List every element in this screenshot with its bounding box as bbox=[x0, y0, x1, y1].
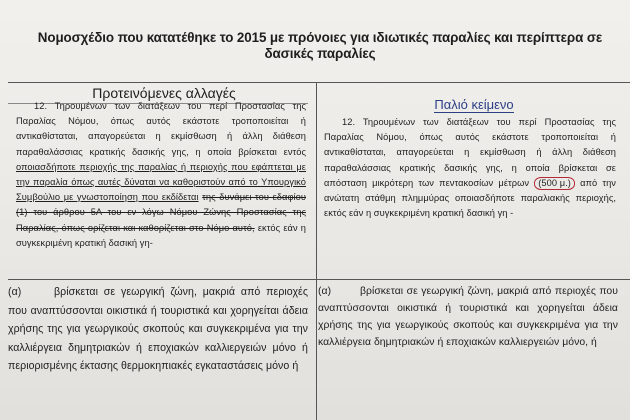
clause-label: (α) bbox=[318, 286, 332, 297]
proposed-article-12 bbox=[16, 99, 306, 251]
proposed-clause-a bbox=[8, 283, 308, 376]
clause-text: βρίσκεται σε γεωργική ζώνη, μακριά από περιοχές που αναπτύσσονται οικιστικά ή τουριστικά και χορηγείται άδεια χρήσης της για γεωργικούς σκοπούς και συγκεκριμένα για την καλλιέργεια δημητριακών ή εποχιακών καλλιεργειών μόνο ή περιορισμένης έκτασης θερμοκηπιακές εγκαταστάσεις μόνο ή bbox=[8, 286, 308, 372]
article-number: 12. bbox=[34, 101, 48, 111]
old-article-12 bbox=[324, 115, 616, 221]
column-divider bbox=[316, 83, 317, 420]
article-text-end: από την ανώτατη στάθμη πλημμύρας οποιασδήποτε παραλιακής περιοχής, εκτός εάν η συγκεκριμένη κρατική δασική γη - bbox=[324, 177, 616, 219]
article-text-start: Τηρουμένων των διατάξεων του περί Προστασίας της Παραλίας Νόμου, όπως αυτός εκάστοτε τροποποιείται ή αντικαθίσταται, απαγορεύεται η εκμίσθωση ή άλλη διάθεση παραθαλάσσιας κρατικής δασικής γης, η οποία βρίσκεται σε απόσταση μικρότερη των πεντακοσίων μέτρων bbox=[324, 117, 616, 188]
row-divider bbox=[8, 279, 630, 280]
old-text-header bbox=[324, 97, 624, 112]
added-text: οποιασδήποτε περιοχής της παραλίας ή περιοχής που εφάπτεται με την παραλία όπως αυτές δύναται να καθοριστούν από το Υπουργικό Συμβούλιο με γνωστοποίηση που εκδίδεται bbox=[16, 161, 306, 203]
clause-text: βρίσκεται σε γεωργική ζώνη, μακριά από περιοχές που αναπτύσσονται οικιστικά ή τουριστικά και χορηγείται άδεια χρήσης της για γεωργικούς σκοπούς και συγκεκριμένα για την καλλιέργεια δημητριακών ή εποχιακών καλλιεργειών μόνο, ή bbox=[318, 286, 618, 348]
circled-distance: (500 μ.) bbox=[534, 177, 575, 190]
old-clause-a bbox=[318, 283, 618, 351]
proposed-changes-header: Προτεινόμενες αλλαγές bbox=[92, 85, 236, 101]
clause-label: (α) bbox=[8, 286, 22, 298]
article-number: 12. bbox=[342, 117, 356, 127]
document-title: Νομοσχέδιο που κατατέθηκε το 2015 με πρόνοιες για ιδιωτικές παραλίες και περίπτερα σε δασικές παραλίες bbox=[37, 30, 603, 61]
comparison-table bbox=[8, 82, 630, 420]
deleted-text: της δυνάμει του εδαφίου (1) του άρθρου 5Α του εν λόγω Νόμου Ζώνης Προστασίας της Παραλίας, όπως ορίζεται και καθορίζεται στο Νόμο αυτό, bbox=[16, 192, 306, 233]
article-intro: Τηρουμένων των διατάξεων του περί Προστασίας της Παραλίας Νόμου, όπως αυτός εκάστοτε τροποποιείται ή αντικαθίσταται, απαγορεύεται η εκμίσθωση ή άλλη διάθεση παραθαλάσσιας κρατικής δασικής γης, η οποία βρίσκεται bbox=[16, 101, 306, 157]
article-tail: εκτός εάν η συγκεκριμένη κρατική δασική γη- bbox=[16, 222, 307, 248]
old-text-header-label: Παλιό κείμενο bbox=[434, 97, 514, 112]
article-entos: εντός bbox=[283, 146, 306, 157]
